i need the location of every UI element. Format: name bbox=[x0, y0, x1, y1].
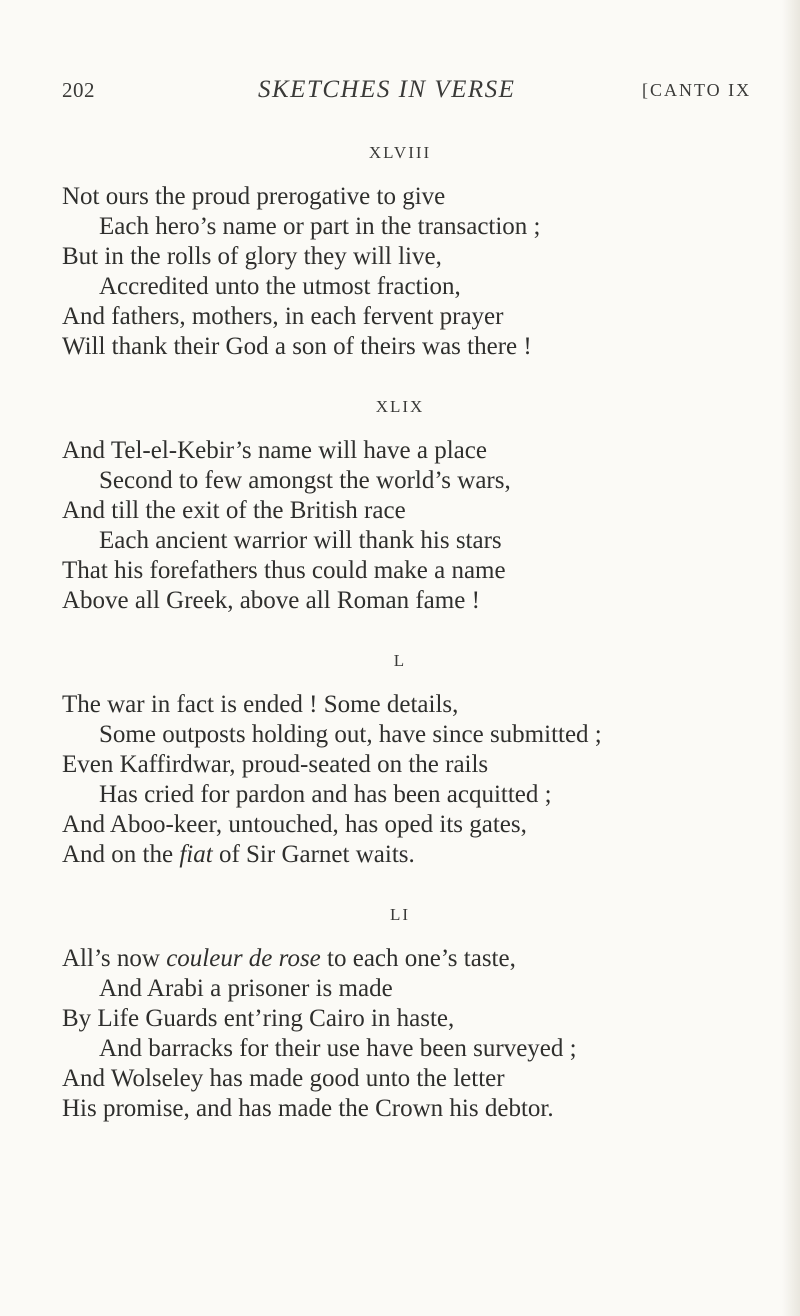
verse-text: All’s now bbox=[62, 945, 167, 972]
running-title: SKETCHES IN VERSE bbox=[258, 76, 516, 103]
stanza-number: LI bbox=[389, 905, 411, 924]
stanza-number: XLVIII bbox=[368, 143, 432, 162]
verse-line bbox=[62, 840, 415, 870]
verse-line: By Life Guards ent’ring Cairo in haste, bbox=[62, 1005, 455, 1032]
verse-line: And Aboo-keer, untouched, has oped its gates, bbox=[62, 811, 527, 838]
verse-line: And barracks for their use have been surveyed ; bbox=[99, 1035, 577, 1062]
stanza-number: L bbox=[393, 651, 407, 670]
verse-italic-text: couleur de rose bbox=[166, 945, 321, 972]
verse-line bbox=[62, 944, 516, 974]
verse-line: And Wolseley has made good unto the letter bbox=[62, 1065, 505, 1092]
page-header bbox=[62, 78, 782, 110]
verse-line: And Tel-el-Kebir’s name will have a place bbox=[62, 437, 487, 464]
verse-line: Some outposts holding out, have since submitted ; bbox=[99, 721, 602, 748]
page-number: 202 bbox=[62, 78, 95, 102]
verse-line: Each ancient warrior will thank his stars bbox=[99, 527, 502, 554]
stanza-number: XLIX bbox=[375, 397, 425, 416]
verse-line: Second to few amongst the world’s wars, bbox=[99, 467, 511, 494]
verse-line: Will thank their God a son of theirs was there ! bbox=[62, 333, 532, 360]
verse-line: His promise, and has made the Crown his debtor. bbox=[62, 1095, 554, 1122]
verse-line: Above all Greek, above all Roman fame ! bbox=[62, 587, 480, 614]
verse-text: of Sir Garnet waits. bbox=[212, 841, 415, 868]
verse-line: But in the rolls of glory they will live, bbox=[62, 243, 442, 270]
verse-line: Accredited unto the utmost fraction, bbox=[99, 273, 461, 300]
verse-line: And Arabi a prisoner is made bbox=[99, 975, 393, 1002]
verse-line: Has cried for pardon and has been acquitted ; bbox=[99, 781, 552, 808]
section-label: [CANTO IX bbox=[642, 80, 752, 100]
verse-line: Even Kaffirdwar, proud-seated on the rails bbox=[62, 751, 489, 778]
verse-line: Each hero’s name or part in the transaction ; bbox=[99, 213, 541, 240]
verse-text: to each one’s taste, bbox=[320, 945, 516, 972]
verse-line: And till the exit of the British race bbox=[62, 497, 406, 524]
verse-line: Not ours the proud prerogative to give bbox=[62, 183, 446, 210]
verse-line: The war in fact is ended ! Some details, bbox=[62, 691, 459, 718]
verse-line: And fathers, mothers, in each fervent prayer bbox=[62, 303, 504, 330]
verse-italic-text: fiat bbox=[179, 841, 213, 868]
verse-text: And on the bbox=[62, 841, 180, 868]
verse-line: That his forefathers thus could make a name bbox=[62, 557, 506, 584]
